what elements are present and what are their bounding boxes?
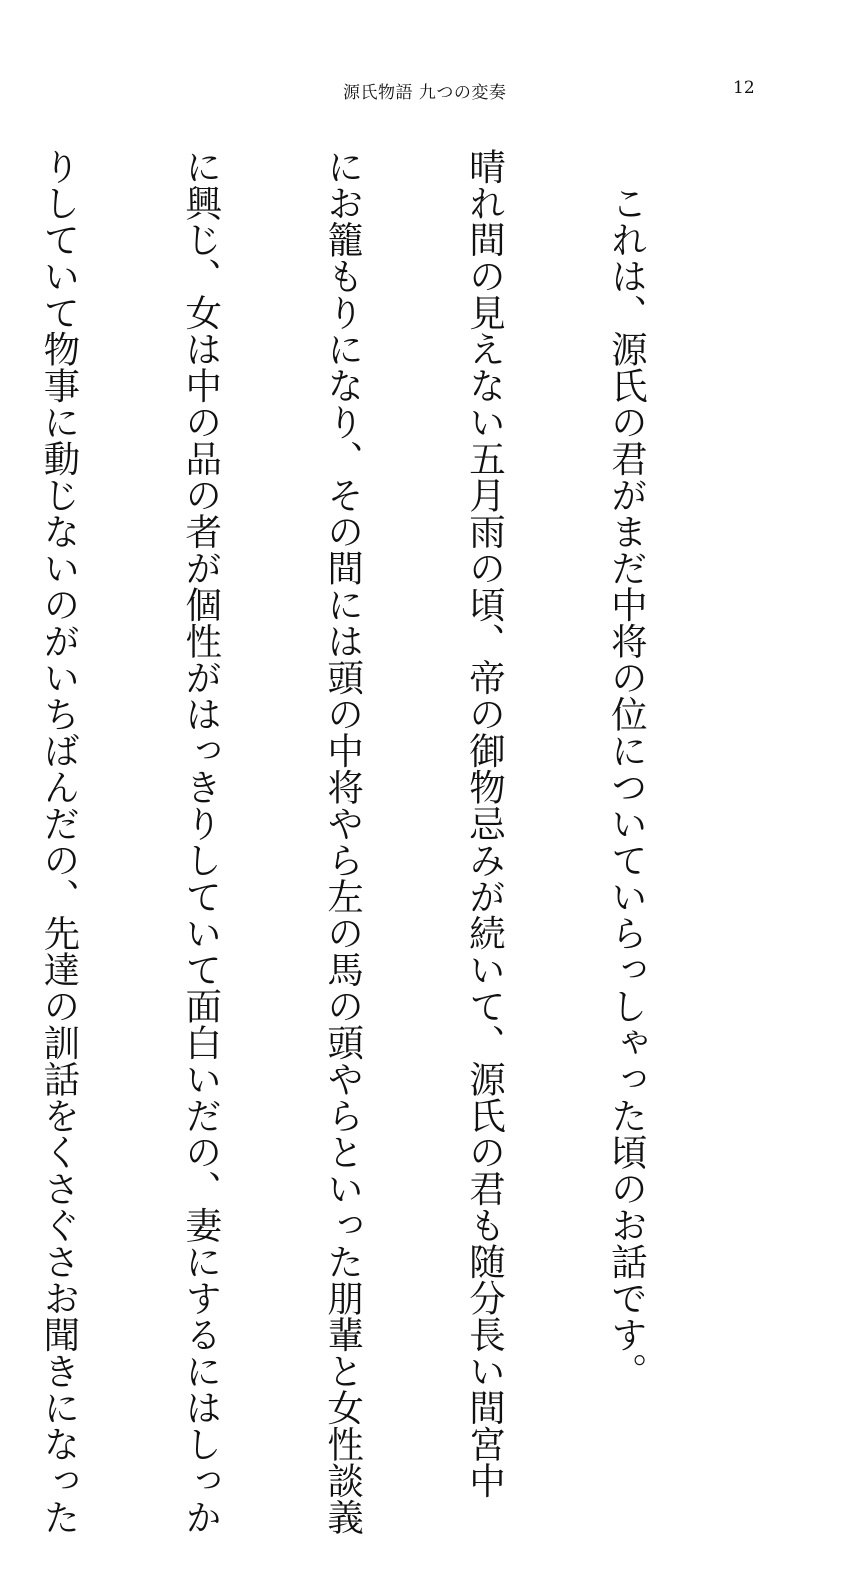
text-line-1: これは、源氏の君がまだ中将の位についていらっしゃった頃のお話です。 bbox=[605, 148, 649, 1389]
text-line-3: にお籠もりになり、その間には頭の中将やら左の馬の頭やらといった朋輩と女性談義 bbox=[321, 148, 365, 1535]
text-line-5: りしていて物事に動じないのがいちばんだの、先達の訓話をくさぐさお聞きになった bbox=[37, 148, 81, 1535]
running-header bbox=[0, 78, 841, 102]
text-line-2: 晴れ間の見えない五月雨の頃、帝の御物忌みが続いて、源氏の君も随分長い間宮中 bbox=[463, 148, 507, 1499]
vertical-body-text bbox=[0, 148, 745, 1535]
text-line-4: に興じ、女は中の品の者が個性がはっきりしていて面白いだの、妻にするにはしっか bbox=[179, 148, 223, 1535]
book-title: 源氏物語 九つの変奏 bbox=[343, 83, 507, 103]
page-number: 12 bbox=[733, 78, 755, 98]
